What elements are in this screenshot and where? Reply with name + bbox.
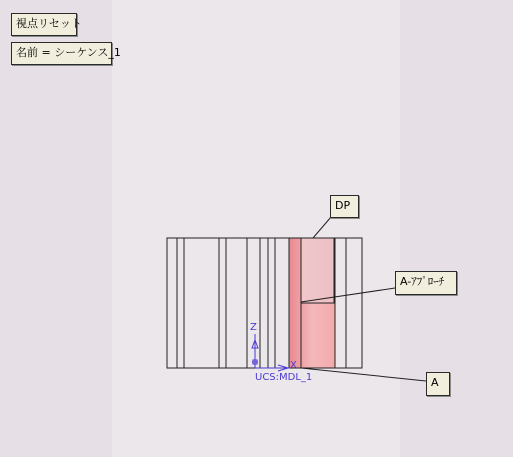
callout-approach[interactable]: A-ｱﾌﾟﾛｰﾁ: [395, 271, 457, 295]
callout-a[interactable]: A: [426, 372, 450, 396]
z-axis-label: Z: [250, 322, 257, 333]
x-axis-label: X: [290, 360, 297, 371]
toolpath-highlight[interactable]: [289, 238, 335, 368]
callout-dp[interactable]: DP: [330, 195, 359, 218]
sequence-name-label: 名前 = シーケンス_1: [11, 42, 112, 65]
ucs-label: UCS:MDL_1: [255, 372, 313, 383]
reset-view-button[interactable]: 視点リセット: [11, 13, 77, 36]
